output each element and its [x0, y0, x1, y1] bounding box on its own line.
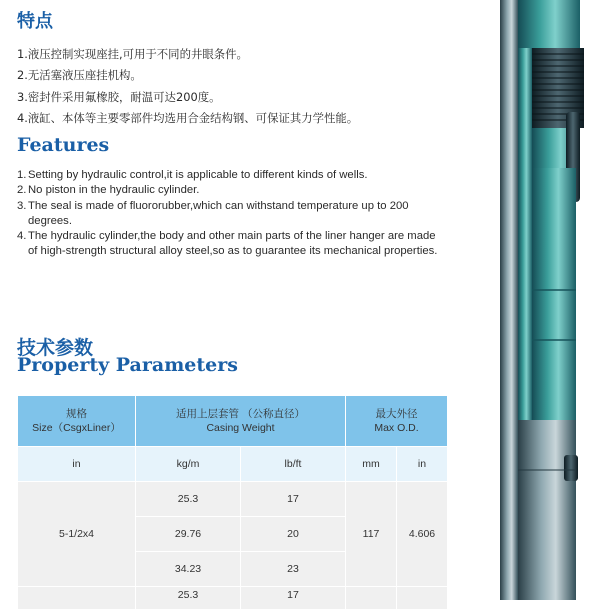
size-cell-empty	[18, 587, 136, 610]
features-en-title: Features	[17, 134, 110, 156]
unit-cell: mm	[346, 447, 397, 482]
item-text: Setting by hydraulic control,it is applicable to different kinds of wells.	[28, 169, 368, 181]
item-number: 4.	[17, 230, 27, 243]
kgm-cell: 25.3	[136, 482, 241, 517]
header-size	[18, 396, 136, 447]
features-cn-title: 特点	[17, 11, 53, 32]
od-in-cell: 4.606	[397, 482, 448, 587]
unit-cell: kg/m	[136, 447, 241, 482]
features-cn-item: 3.密封件采用氟橡胶，耐温可达200度。	[17, 89, 221, 104]
table-row-partial	[18, 587, 448, 610]
lbft-cell: 23	[241, 552, 346, 587]
kgm-cell: 29.76	[136, 517, 241, 552]
item-number: 1.	[17, 169, 27, 181]
tool-lower-ring	[564, 455, 578, 481]
item-text: No piston in the hydraulic cylinder.	[28, 184, 200, 197]
item-text: The seal is made of fluororubber,which can withstand temperature up to 200 degrees.	[28, 199, 409, 227]
features-cn-item: 2.无活塞液压座挂机构。	[17, 68, 142, 83]
lbft-cell: 20	[241, 517, 346, 552]
header-size-cn: 规格	[66, 408, 87, 420]
features-en-item	[17, 199, 447, 230]
features-en-item	[17, 168, 447, 183]
tool-inner-pipe	[500, 0, 518, 600]
kgm-cell: 25.3	[136, 587, 241, 610]
kgm-cell: 34.23	[136, 552, 241, 587]
header-size-en: Size（CsgxLiner）	[32, 422, 121, 434]
features-en-item	[17, 183, 447, 198]
tool-lower-sleeve	[518, 420, 576, 600]
features-en-list	[17, 168, 447, 260]
od-mm-cell-empty	[346, 587, 397, 610]
lbft-cell: 17	[241, 482, 346, 517]
features-en-item	[17, 229, 447, 260]
header-od-cn: 最大外径	[375, 408, 418, 420]
table-units-row	[18, 447, 448, 482]
item-number: 2.	[17, 184, 27, 197]
table-row	[18, 482, 448, 517]
header-casing	[136, 396, 346, 447]
features-cn-item: 1.液压控制实现座挂,可用于不同的井眼条件。	[17, 47, 248, 61]
table-header-row	[18, 396, 448, 447]
size-cell: 5-1/2x4	[18, 482, 136, 587]
params-cn-title: 技术参数	[17, 337, 94, 359]
unit-cell: lb/ft	[241, 447, 346, 482]
features-cn-list	[17, 44, 437, 129]
header-od	[346, 396, 448, 447]
header-casing-en: Casing Weight	[206, 422, 275, 434]
liner-hanger-tool-illustration	[480, 0, 600, 600]
unit-cell: in	[18, 447, 136, 482]
params-en-title: Property Parameters	[17, 354, 238, 376]
property-parameters-table	[17, 395, 448, 610]
od-in-cell-empty	[397, 587, 448, 610]
od-mm-cell: 117	[346, 482, 397, 587]
lbft-cell: 17	[241, 587, 346, 610]
header-od-en: Max O.D.	[374, 422, 419, 434]
item-number: 3.	[17, 199, 27, 212]
item-text: The hydraulic cylinder,the body and other main parts of the liner hanger are made of high-strength structural alloy steel,so as to guarantee its mechanical properties.	[28, 230, 438, 258]
tool-body-upper	[518, 0, 580, 48]
header-casing-cn: 适用上层套管 （公称直径）	[176, 408, 305, 420]
unit-cell: in	[397, 447, 448, 482]
features-cn-item: 4.液缸、本体等主要零部件均选用合金结构钢、可保证其力学性能。	[17, 110, 359, 125]
